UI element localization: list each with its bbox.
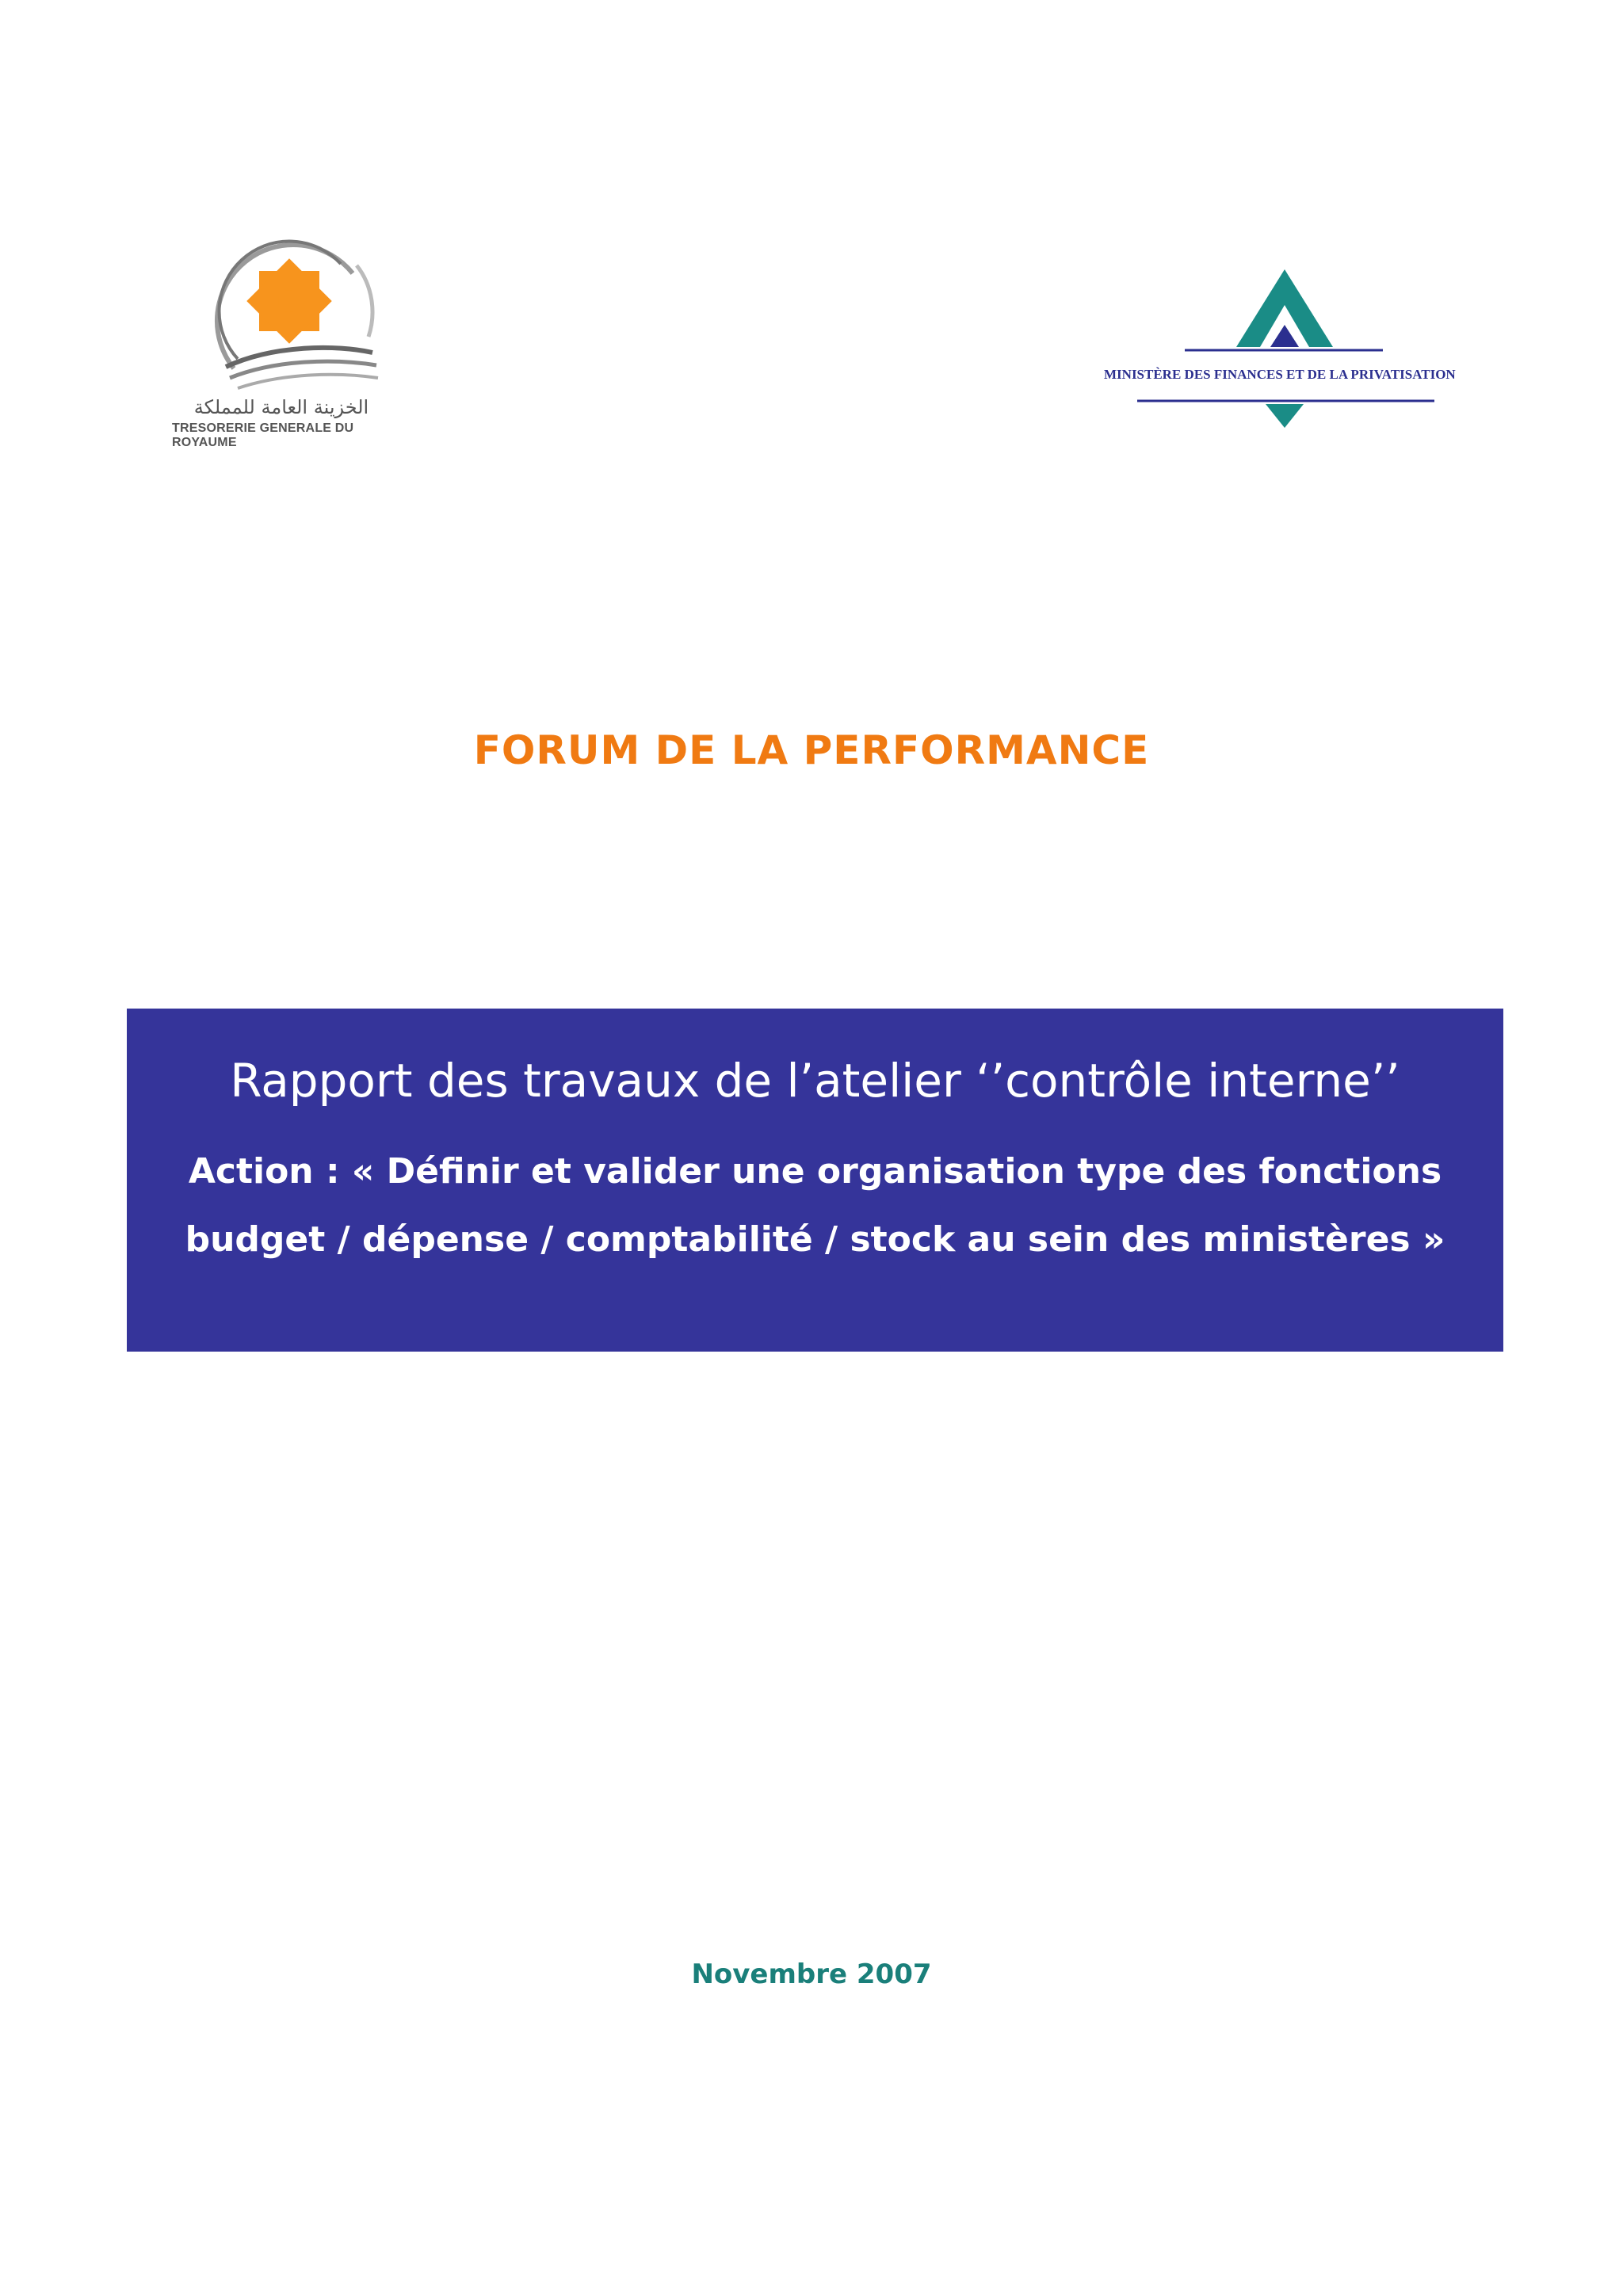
report-date: Novembre 2007	[691, 1958, 932, 1990]
action-line-1: Action : « Définir et valider une organisation type des fonctions	[188, 1151, 1442, 1192]
triangle-emblem-icon	[1098, 261, 1470, 436]
forum-title: FORUM DE LA PERFORMANCE	[473, 727, 1150, 773]
tresorerie-logo	[162, 226, 424, 449]
report-title-box	[127, 1009, 1503, 1352]
logo-latin-text: TRESORERIE GENERALE DU ROYAUME	[172, 421, 354, 449]
ministry-logo	[1098, 261, 1470, 436]
action-line-2: budget / dépense / comptabilité / stock au sein des ministères »	[185, 1219, 1445, 1260]
report-title: Rapport des travaux de l’atelier ‘’contrôle interne’’	[230, 1054, 1400, 1108]
ministry-text: MINISTÈRE DES FINANCES ET DE LA PRIVATISATION	[1104, 367, 1456, 382]
star-emblem-icon	[202, 226, 384, 392]
logo-arabic-text: الخزينة العامة للمملكة	[193, 396, 369, 418]
